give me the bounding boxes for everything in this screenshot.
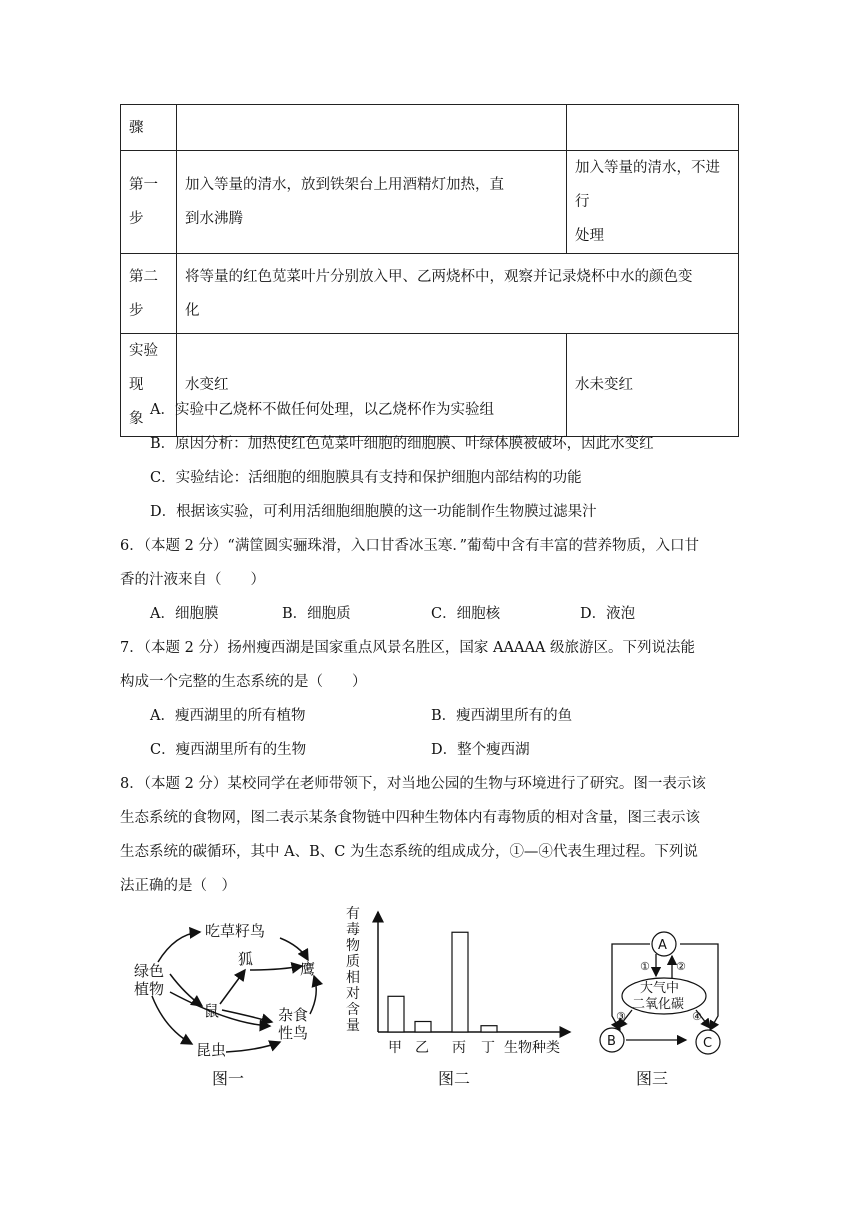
table-cell (177, 151, 567, 254)
table-cell: 骤 (121, 105, 177, 151)
table-cell (121, 334, 177, 437)
co2-label-line1: 大气中 (640, 981, 680, 996)
y-axis-label (346, 906, 360, 1034)
node-b-label: B (607, 1034, 616, 1049)
figure-carbon-cycle (592, 904, 742, 1093)
bar-甲 (388, 996, 404, 1032)
fig1-insect: 昆虫 (196, 1041, 227, 1059)
x-tick-label: 丙 (452, 1040, 466, 1056)
bar-丁 (481, 1026, 497, 1032)
table-cell: 水未变红 (567, 334, 739, 437)
y-label-char: 含 (346, 1002, 360, 1018)
q6-stem-line2: 香的汁液来自（ ） (120, 572, 265, 588)
q8-stem-line3: 生态系统的碳循环，其中 A、B、C 为生态系统的组成成分，①—④代表生理过程。下列说 (120, 844, 698, 860)
x-tick-label: 甲 (388, 1040, 402, 1056)
y-label-char: 物 (346, 938, 360, 954)
bar-丙 (452, 932, 468, 1032)
cell-line: 加入等量的清水，放到铁架台上用酒精灯加热，直 (185, 177, 504, 193)
table-cell: 第一步 (121, 151, 177, 254)
cell-line: 象 (129, 411, 144, 427)
x-tick-label: 丁 (481, 1040, 495, 1056)
cell-line: 到水沸腾 (185, 211, 243, 227)
fig1-caption: 图一 (212, 1069, 245, 1088)
x-axis-label: 生物种类 (504, 1040, 560, 1056)
q7-option-b: B．瘦西湖里所有的鱼 (431, 708, 573, 724)
figure-food-web (130, 904, 330, 1093)
node-c-label: C (703, 1036, 713, 1051)
q5-option-a: A．实验中乙烧杯不做任何处理，以乙烧杯作为实验组 (150, 402, 494, 418)
fig1-omnivore-line1: 杂食 (278, 1006, 309, 1024)
q5-option-c: C．实验结论：活细胞的细胞膜具有支持和保护细胞内部结构的功能 (150, 470, 582, 486)
y-label-char: 质 (346, 954, 360, 970)
cell-line: 将等量的红色苋菜叶片分别放入甲、乙两烧杯中，观察并记录烧杯中水的颜色变 (185, 268, 693, 285)
process-4-label: ④ (692, 1010, 702, 1023)
q5-option-b: B．原因分析：加热使红色苋菜叶细胞的细胞膜、叶绿体膜被破坏，因此水变红 (150, 436, 654, 452)
cell-line: 化 (185, 302, 200, 319)
fig2-caption: 图二 (438, 1069, 471, 1088)
q6-stem-line1: 6．（本题 2 分）“满筐圆实骊珠滑，入口甘香冰玉寒．”葡萄中含有丰富的营养物质，入口甘 (120, 538, 699, 554)
node-a-label: A (658, 938, 667, 953)
table-row (121, 254, 739, 334)
q7-option-c: C．瘦西湖里所有的生物 (150, 742, 307, 758)
figure-toxin-chart (340, 904, 580, 1093)
table-cell: 第二步 (121, 254, 177, 334)
q8-stem-line1: 8．（本题 2 分）某校同学在老师带领下，对当地公园的生物与环境进行了研究。图一表示该 (120, 776, 706, 792)
table-cell (177, 254, 739, 334)
q8-stem-line4: 法正确的是（ ） (120, 878, 236, 894)
process-1-label: ① (640, 960, 650, 973)
table-cell (567, 105, 739, 151)
y-label-char: 相 (346, 970, 360, 986)
q8-stem-line2: 生态系统的食物网，图二表示某条食物链中四种生物体内有毒物质的相对含量，图三表示该 (120, 810, 700, 826)
y-label-char: 有 (346, 906, 360, 922)
q6-option-d: D．液泡 (580, 606, 636, 622)
fig1-mouse: 鼠 (204, 1002, 220, 1020)
fig1-plant-line2: 植物 (134, 980, 165, 998)
fig3-caption: 图三 (636, 1069, 669, 1088)
cell-line: 实验现 (129, 343, 158, 393)
y-label-char: 量 (346, 1018, 360, 1034)
process-3-label: ③ (616, 1010, 626, 1023)
fig1-eagle: 鹰 (300, 960, 316, 978)
fig1-fox: 狐 (238, 950, 254, 968)
q6-option-c: C．细胞核 (431, 606, 501, 622)
fig1-omnivore-line2: 性鸟 (278, 1024, 309, 1042)
table-cell: 水变红 (177, 334, 567, 437)
y-label-char: 毒 (346, 922, 360, 938)
q7-stem-line2: 构成一个完整的生态系统的是（ ） (120, 674, 367, 690)
q5-option-d: D．根据该实验，可利用活细胞细胞膜的这一功能制作生物膜过滤果汁 (150, 504, 597, 520)
co2-label-line2: 二氧化碳 (632, 997, 685, 1012)
table-row (121, 151, 739, 254)
q6-option-a: A．细胞膜 (150, 606, 219, 622)
x-tick-label: 乙 (415, 1040, 429, 1056)
fig1-plant-line1: 绿色 (134, 962, 165, 980)
cell-line: 处理 (575, 228, 604, 244)
cell-line: 加入等量的清水，不进行 (575, 160, 720, 210)
q6-option-b: B．细胞质 (282, 606, 351, 622)
y-label-char: 对 (346, 986, 360, 1002)
table-cell (567, 151, 739, 254)
table-row (121, 105, 739, 151)
q7-option-d: D．整个瘦西湖 (431, 742, 530, 758)
table-cell (177, 105, 567, 151)
fig1-seedbird: 吃草籽鸟 (205, 922, 266, 940)
q7-stem-line1: 7．（本题 2 分）扬州瘦西湖是国家重点风景名胜区，国家 AAAAA 级旅游区。下列说法能 (120, 640, 695, 656)
process-2-label: ② (676, 960, 686, 973)
bar-乙 (415, 1022, 431, 1033)
experiment-table (120, 104, 739, 437)
table-row (121, 334, 739, 437)
q7-option-a: A．瘦西湖里的所有植物 (150, 708, 306, 724)
